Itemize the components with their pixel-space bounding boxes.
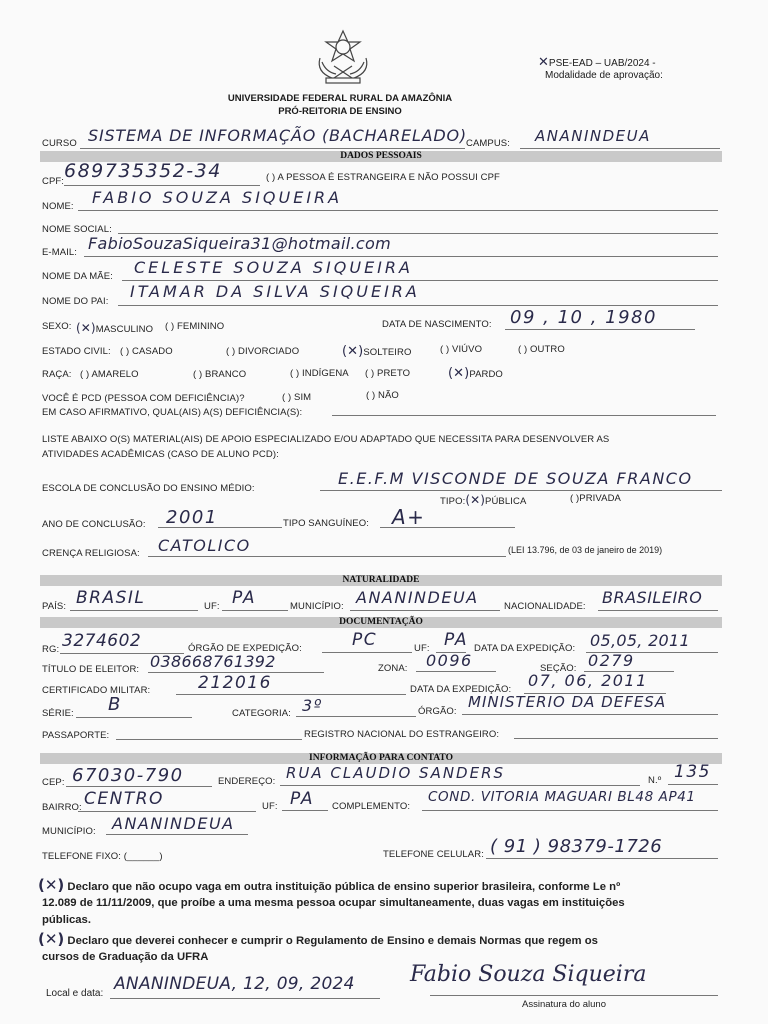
origin-state-label: UF: xyxy=(204,601,220,612)
brazil-coat-of-arms-icon xyxy=(312,28,374,86)
blood-type-value: A+ xyxy=(392,505,426,529)
office-name: PRÓ-REITORIA DE ENSINO xyxy=(278,106,402,117)
support-material-label-2: ATIVIDADES ACADÊMICAS (CASO DE ALUNO PCD): xyxy=(42,449,279,460)
declaration-follow-regulations-line2: cursos de Graduação da UFRA xyxy=(42,951,209,963)
house-number-value: 135 xyxy=(674,762,711,782)
blood-type-label: TIPO SANGUÍNEO: xyxy=(283,518,369,529)
race-brown-option: (✕)PARDO xyxy=(448,366,503,381)
civil-married-option: ( ) CASADO xyxy=(120,346,173,357)
law-note: (LEI 13.796, de 03 de janeiro de 2019) xyxy=(508,545,663,555)
race-white-option: ( ) BRANCO xyxy=(193,369,247,380)
section-documents: DOCUMENTAÇÃO xyxy=(40,617,722,628)
race-label: RAÇA: xyxy=(42,369,72,380)
origin-city-value: ANANINDEUA xyxy=(356,588,479,607)
conclusion-year-label: ANO DE CONCLUSÃO: xyxy=(42,519,146,530)
religion-value: CATOLICO xyxy=(158,536,251,555)
mother-name-value: CELESTE SOUZA SIQUEIRA xyxy=(134,258,413,277)
passport-label: PASSAPORTE: xyxy=(42,730,110,741)
voter-id-value: 038668761392 xyxy=(150,652,276,671)
university-name: UNIVERSIDADE FEDERAL RURAL DA AMAZÔNIA xyxy=(227,93,453,104)
signature-label: Assinatura do aluno xyxy=(522,999,606,1010)
country-label: PAÍS: xyxy=(42,601,67,612)
birth-date-label: DATA DE NASCIMENTO: xyxy=(382,319,492,330)
name-label: NOME: xyxy=(42,201,74,212)
contact-uf-label: UF: xyxy=(262,801,278,812)
series-value: B xyxy=(108,694,122,715)
school-value: E.E.F.M VISCONDE DE SOUZA FRANCO xyxy=(338,469,693,488)
email-label: E-MAIL: xyxy=(42,247,78,258)
nationality-value: BRASILEIRO xyxy=(602,588,703,607)
military-cert-label: CERTIFICADO MILITAR: xyxy=(42,685,151,696)
email-value: FabioSouzaSiqueira31@hotmail.com xyxy=(88,234,391,253)
cpf-value: 689735352-34 xyxy=(64,160,222,182)
military-cert-value: 212016 xyxy=(198,673,272,693)
declaration-no-other-seat-line2: 12.089 de 11/11/2009, que proíbe a uma mesma pessoa ocupar simultaneamente, duas vagas em instituições xyxy=(42,897,625,909)
voter-zone-value: 0096 xyxy=(426,651,473,670)
military-organ-label: ÓRGÃO: xyxy=(418,706,457,717)
foreign-registry-label: REGISTRO NACIONAL DO ESTRANGEIRO: xyxy=(304,729,500,740)
foreign-no-cpf-option: ( ) A PESSOA É ESTRANGEIRA E NÃO POSSUI CPF xyxy=(266,172,500,183)
rg-issue-date-value: 05,05, 2011 xyxy=(590,631,690,650)
voter-id-label: TÍTULO DE ELEITOR: xyxy=(42,664,140,675)
rg-label: RG: xyxy=(42,644,60,655)
birth-date-value: 09 , 10 , 1980 xyxy=(510,307,657,328)
origin-state-value: PA xyxy=(232,588,257,608)
pcd-label: VOCÊ É PCD (PESSOA COM DEFICIÊNCIA)? xyxy=(42,393,245,404)
mother-name-label: NOME DA MÃE: xyxy=(42,271,113,282)
series-label: SÉRIE: xyxy=(42,708,74,719)
civil-widowed-option: ( ) VIÚVO xyxy=(440,344,483,355)
civil-status-label: ESTADO CIVIL: xyxy=(42,346,111,357)
address-label: ENDEREÇO: xyxy=(218,776,276,787)
country-value: BRASIL xyxy=(76,588,146,608)
conclusion-year-value: 2001 xyxy=(166,507,218,528)
campus-value: ANANINDEUA xyxy=(535,127,651,145)
school-type-label: TIPO:(✕)PÚBLICA xyxy=(440,493,527,507)
section-personal-data: DADOS PESSOAIS xyxy=(40,151,722,162)
declaration-no-other-seat-line3: públicas. xyxy=(42,914,91,926)
declaration-no-other-seat: (✕) Declaro que não ocupo vaga em outra instituição pública de ensino superior brasileira, conforme Le nº xyxy=(38,876,621,894)
landline-label: TELEFONE FIXO: (______) xyxy=(42,851,163,862)
sex-male-option: (✕)MASCULINO xyxy=(76,321,154,335)
race-indigenous-option: ( ) INDÍGENA xyxy=(290,368,349,379)
rg-issuer-label: ÓRGÃO DE EXPEDIÇÃO: xyxy=(188,643,302,654)
rg-issuer-value: PC xyxy=(352,630,378,650)
complement-label: COMPLEMENTO: xyxy=(332,801,411,812)
category-value: 3º xyxy=(302,696,323,715)
contact-uf-value: PA xyxy=(290,789,315,809)
rg-uf-value: PA xyxy=(444,630,469,650)
military-date-value: 07, 06, 2011 xyxy=(528,671,648,690)
cpf-label: CPF: xyxy=(42,176,65,187)
father-name-label: NOME DO PAI: xyxy=(42,296,109,307)
disability-label: EM CASO AFIRMATIVO, QUAL(AIS) A(S) DEFICIÊNCIA(S): xyxy=(42,407,303,418)
voter-zone-label: ZONA: xyxy=(378,663,408,674)
course-label: CURSO xyxy=(42,138,77,149)
district-value: CENTRO xyxy=(84,789,164,809)
landline-value: (______) xyxy=(123,851,163,862)
social-name-label: NOME SOCIAL: xyxy=(42,224,112,235)
campus-label: CAMPUS: xyxy=(466,138,510,149)
house-number-label: N.º xyxy=(648,775,662,786)
mobile-label: TELEFONE CELULAR: xyxy=(383,849,484,860)
contact-city-label: MUNICÍPIO: xyxy=(42,826,96,837)
sex-label: SEXO: xyxy=(42,321,72,332)
school-private-option: ( )PRIVADA xyxy=(570,493,621,504)
section-origin: NATURALIDADE xyxy=(40,575,722,586)
category-label: CATEGORIA: xyxy=(232,708,291,719)
pcd-yes-option: ( ) SIM xyxy=(282,392,312,403)
support-material-label-1: LISTE ABAIXO O(S) MATERIAL(AIS) DE APOIO ESPECIALIZADO E/OU ADAPTADO QUE NECESSITA PARA DESENVOLVER AS xyxy=(42,434,610,445)
place-date-label: Local e data: xyxy=(46,988,104,999)
approval-label: Modalidade de aprovação: xyxy=(545,70,663,81)
nationality-label: NACIONALIDADE: xyxy=(504,601,586,612)
origin-city-label: MUNICÍPIO: xyxy=(290,601,344,612)
mobile-value: ( 91 ) 98379-1726 xyxy=(490,836,663,857)
name-value: FABIO SOUZA SIQUEIRA xyxy=(92,188,343,207)
place-date-value: ANANINDEUA, 12, 09, 2024 xyxy=(114,974,355,994)
school-label: ESCOLA DE CONCLUSÃO DO ENSINO MÉDIO: xyxy=(42,483,255,494)
voter-section-label: SEÇÃO: xyxy=(540,663,577,674)
approval-program: ✕PSE-EAD – UAB/2024 - xyxy=(538,55,656,70)
civil-divorced-option: ( ) DIVORCIADO xyxy=(226,346,300,357)
contact-city-value: ANANINDEUA xyxy=(112,814,235,833)
zip-label: CEP: xyxy=(42,777,65,788)
voter-section-value: 0279 xyxy=(588,651,635,670)
religion-label: CRENÇA RELIGIOSA: xyxy=(42,548,140,559)
course-value: SISTEMA DE INFORMAÇÃO (BACHARELADO) xyxy=(88,126,467,145)
district-label: BAIRRO: xyxy=(42,802,82,813)
section-contact: INFORMAÇÃO PARA CONTATO xyxy=(40,753,722,764)
rg-uf-label: UF: xyxy=(414,643,430,654)
father-name-value: ITAMAR DA SILVA SIQUEIRA xyxy=(130,282,420,301)
sex-female-option: ( ) FEMININO xyxy=(165,321,225,332)
rg-issue-date-label: DATA DA EXPEDIÇÃO: xyxy=(474,643,576,654)
pcd-no-option: ( ) NÃO xyxy=(366,390,399,401)
rg-value: 3274602 xyxy=(62,631,142,651)
student-signature: Fabio Souza Siqueira xyxy=(410,962,647,987)
declaration-follow-regulations: (✕) Declaro que deverei conhecer e cumprir o Regulamento de Ensino e demais Normas que regem os xyxy=(38,930,598,948)
complement-value: COND. VITORIA MAGUARI BL48 AP41 xyxy=(428,789,696,805)
civil-other-option: ( ) OUTRO xyxy=(518,344,565,355)
civil-single-option: (✕)SOLTEIRO xyxy=(342,344,412,359)
race-yellow-option: ( ) AMARELO xyxy=(80,369,139,380)
approval-check-mark: ✕ xyxy=(538,55,549,70)
zip-value: 67030-790 xyxy=(72,765,184,786)
military-date-label: DATA DA EXPEDIÇÃO: xyxy=(410,684,512,695)
military-organ-value: MINISTERIO DA DEFESA xyxy=(468,693,667,711)
race-black-option: ( ) PRETO xyxy=(365,368,411,379)
address-value: RUA CLAUDIO SANDERS xyxy=(286,764,506,782)
